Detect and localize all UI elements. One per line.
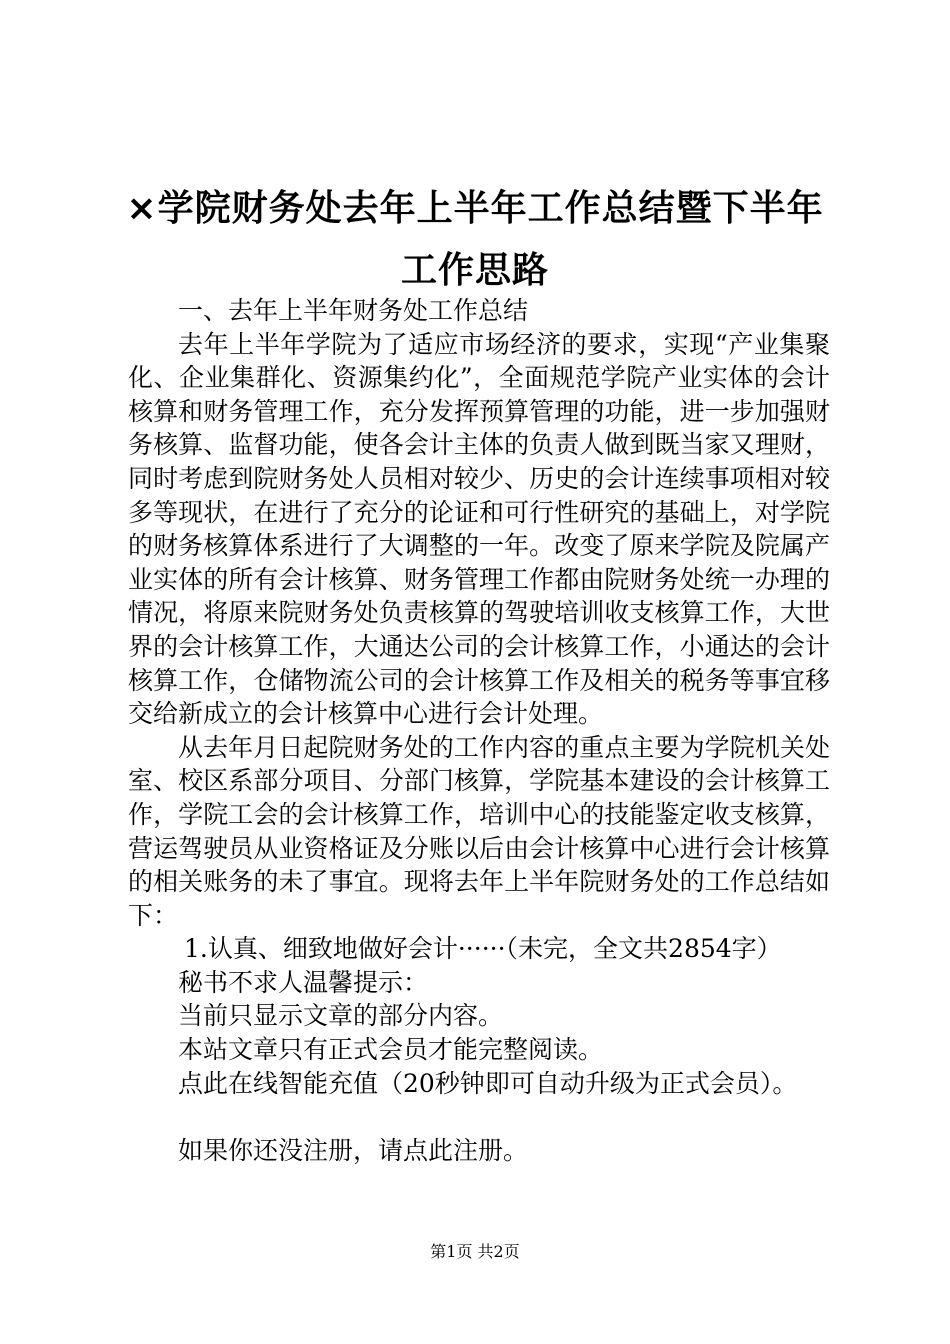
notice-line-1: 当前只显示文章的部分内容。	[178, 1001, 504, 1031]
document-body	[128, 294, 830, 1167]
list-item-1: 1.认真、细致地做好会计······（未完，全文共2854字）	[184, 934, 782, 964]
page-footer: 第1页 共2页	[430, 1242, 520, 1261]
document-title: ×学院财务处去年上半年工作总结暨下半年工作思路	[126, 188, 824, 291]
register-link[interactable]: 如果你还没注册，请点此注册。	[178, 1135, 529, 1165]
notice-line-2: 本站文章只有正式会员才能完整阅读。	[178, 1035, 604, 1065]
section-heading: 一、去年上半年财务处工作总结	[178, 296, 529, 325]
notice-heading: 秘书不求人温馨提示：	[178, 967, 429, 997]
blank-line	[128, 1100, 830, 1134]
body-paragraph-2: 从去年月日起院财务处的工作内容的重点主要为学院机关处室、校区系部分项目、分部门核算，学院基本建设的会计核算工作，学院工会的会计核算工作，培训中心的技能鉴定收支核算，营运驾驶员从业资格证及分账以后由会计核算中心进行会计核算的相关账务的未了事宜。现将去年上半年院财务处的工作总结如下：	[128, 732, 830, 930]
body-paragraph-1: 去年上半年学院为了适应市场经济的要求，实现“产业集聚化、企业集群化、资源集约化”，全面规范学院产业实体的会计核算和财务管理工作，充分发挥预算管理的功能，进一步加强财务核算、监督功能，使各会计主体的负责人做到既当家又理财，同时考虑到院财务处人员相对较少、历史的会计连续事项相对较多等现状，在进行了充分的论证和可行性研究的基础上，对学院的财务核算体系进行了大调整的一年。改变了原来学院及院属产业实体的所有会计核算、财务管理工作都由院财务处统一办理的情况，将原来院财务处负责核算的驾驶培训收支核算工作，大世界的会计核算工作，大通达公司的会计核算工作，小通达的会计核算工作，仓储物流公司的会计核算工作及相关的税务等事宜移交给新成立的会计核算中心进行会计处理。	[128, 329, 830, 729]
recharge-link[interactable]: 点此在线智能充值（20秒钟即可自动升级为正式会员）。	[178, 1068, 798, 1098]
